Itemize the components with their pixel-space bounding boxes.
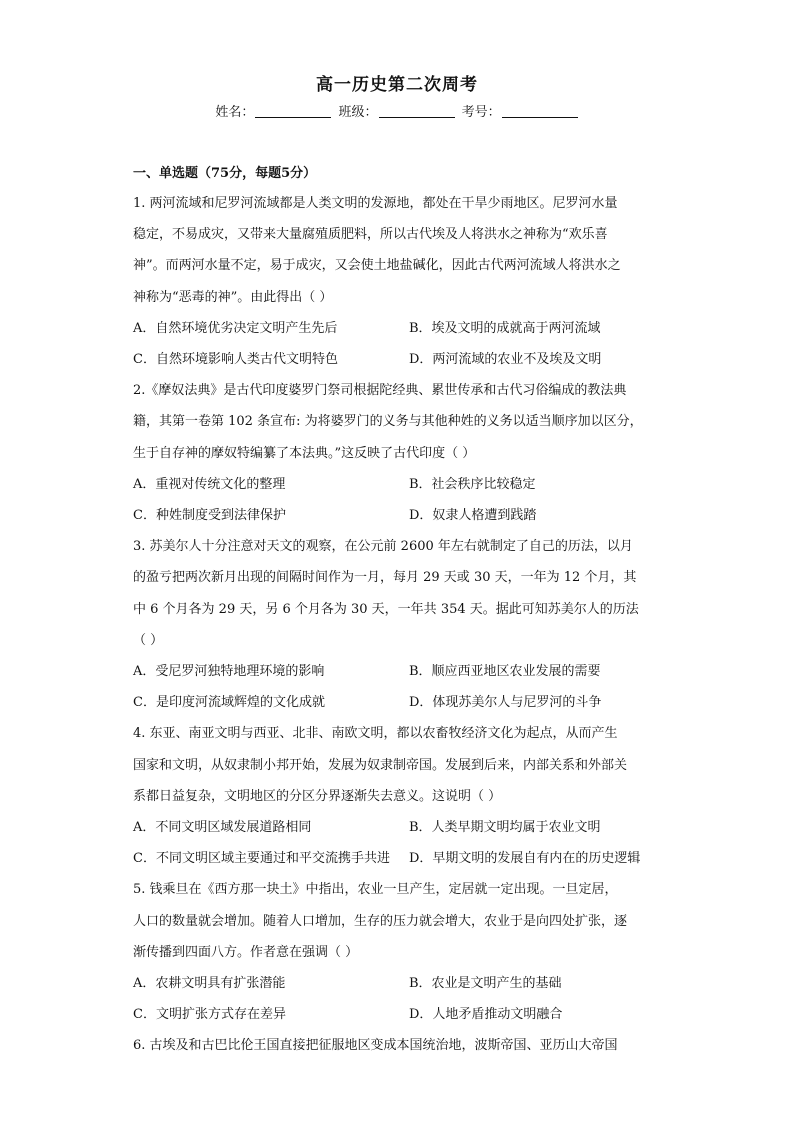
student-info-row	[0, 101, 794, 120]
question-line: 2.《摩奴法典》是古代印度婆罗门祭司根据陀经典、累世传承和古代习俗编成的教法典	[133, 383, 627, 399]
question-line: 系都日益复杂，文明地区的分区分界逐渐失去意义。这说明（ ）	[133, 788, 502, 804]
options	[133, 469, 663, 531]
option-d: D．人地矛盾推动文明融合	[409, 1007, 563, 1023]
section-heading: 一、单选题（75分，每题5分）	[133, 166, 317, 181]
option-d: D．奴隶人格遭到践踏	[409, 508, 537, 524]
exam-title: 高一历史第二次周考	[316, 75, 478, 95]
class-label: 班级：	[338, 105, 378, 120]
question-4	[133, 718, 663, 874]
question-line: 6. 古埃及和古巴比伦王国直接把征服地区变成本国统治地，波斯帝国、亚历山大帝国	[133, 1038, 618, 1054]
question-line: 3. 苏美尔人十分注意对天文的观察，在公元前 2600 年左右就制定了自己的历法，以月	[133, 539, 633, 555]
question-line: 国家和文明，从奴隶制小邦开始，发展为奴隶制帝国。发展到后来，内部关系和外部关	[133, 757, 628, 773]
question-stem	[133, 1030, 663, 1061]
option-c: C．自然环境影响人类古代文明特色	[133, 352, 338, 368]
question-line: 4. 东亚、南亚文明与西亚、北非、南欧文明，都以农畜牧经济文化为起点，从而产生	[133, 726, 618, 742]
question-line: 5. 钱乘旦在《西方那一块土》中指出，农业一旦产生，定居就一定出现。一旦定居，	[133, 882, 618, 898]
question-stem	[133, 375, 663, 469]
question-line: 渐传播到四面八方。作者意在强调（ ）	[133, 944, 359, 960]
option-a: A．不同文明区域发展道路相同	[133, 820, 312, 836]
question-line: 的盈亏把两次新月出现的间隔时间作为一月，每月 29 天或 30 天，一年为 12 个月，其	[133, 570, 637, 586]
question-6	[133, 1030, 663, 1061]
option-a: A．重视对传统文化的整理	[133, 476, 286, 492]
option-c: C．文明扩张方式存在差异	[133, 1007, 286, 1023]
question-stem	[133, 874, 663, 968]
options	[133, 812, 663, 874]
question-line: 生于自存神的摩奴特编纂了本法典。”这反映了古代印度（ ）	[133, 445, 476, 461]
option-b: B．社会秩序比较稳定	[409, 476, 536, 492]
class-blank	[379, 105, 455, 118]
question-stem	[133, 188, 663, 313]
option-d: D．体现苏美尔人与尼罗河的斗争	[409, 695, 602, 711]
option-c: C．是印度河流域辉煌的文化成就	[133, 695, 325, 711]
options	[133, 313, 663, 375]
option-c: C．种姓制度受到法律保护	[133, 508, 286, 524]
option-a: A．受尼罗河独特地理环境的影响	[133, 664, 325, 680]
option-d: D．早期文明的发展自有内在的历史逻辑	[409, 851, 641, 867]
options	[133, 656, 663, 718]
question-line: 神称为“恶毒的神”。由此得出（ ）	[133, 289, 333, 305]
exam-content	[133, 162, 663, 1062]
options	[133, 968, 663, 1030]
question-line: 中 6 个月各为 29 天，另 6 个月各为 30 天，一年共 354 天。据此可知苏美尔人的历法	[133, 601, 639, 617]
number-label: 考号：	[461, 105, 501, 120]
question-2	[133, 375, 663, 531]
question-line: 稳定，不易成灾，又带来大量腐殖质肥料，所以古代埃及人将洪水之神称为“欢乐喜	[133, 227, 608, 243]
name-label: 姓名：	[215, 105, 255, 120]
question-line: 人口的数量就会增加。随着人口增加，生存的压力就会增大，农业于是向四处扩张，逐	[133, 913, 628, 929]
option-b: B．农业是文明产生的基础	[409, 976, 562, 992]
number-blank	[502, 105, 578, 118]
option-a: A．农耕文明具有扩张潜能	[133, 976, 286, 992]
option-d: D．两河流域的农业不及埃及文明	[409, 352, 602, 368]
question-line: 籍，其第一卷第 102 条宣布: 为将婆罗门的义务与其他种姓的义务以适当顺序加以区分，	[133, 414, 643, 430]
question-line: 1. 两河流域和尼罗河流域都是人类文明的发源地，都处在干旱少雨地区。尼罗河水量	[133, 196, 618, 211]
option-c: C．不同文明区域主要通过和平交流携手共进	[133, 851, 390, 867]
question-1	[133, 188, 663, 375]
option-a: A．自然环境优劣决定文明产生先后	[133, 320, 338, 336]
question-stem	[133, 718, 663, 812]
option-b: B．人类早期文明均属于农业文明	[409, 820, 601, 836]
question-3	[133, 531, 663, 718]
option-b: B．埃及文明的成就高于两河流域	[409, 320, 601, 336]
question-5	[133, 874, 663, 1030]
name-blank	[255, 105, 331, 118]
option-b: B．顺应西亚地区农业发展的需要	[409, 664, 601, 680]
question-line: （ ）	[133, 632, 164, 648]
question-line: 神”。而两河水量不定，易于成灾，又会使土地盐碱化，因此古代两河流域人将洪水之	[133, 258, 621, 274]
question-stem	[133, 531, 663, 656]
